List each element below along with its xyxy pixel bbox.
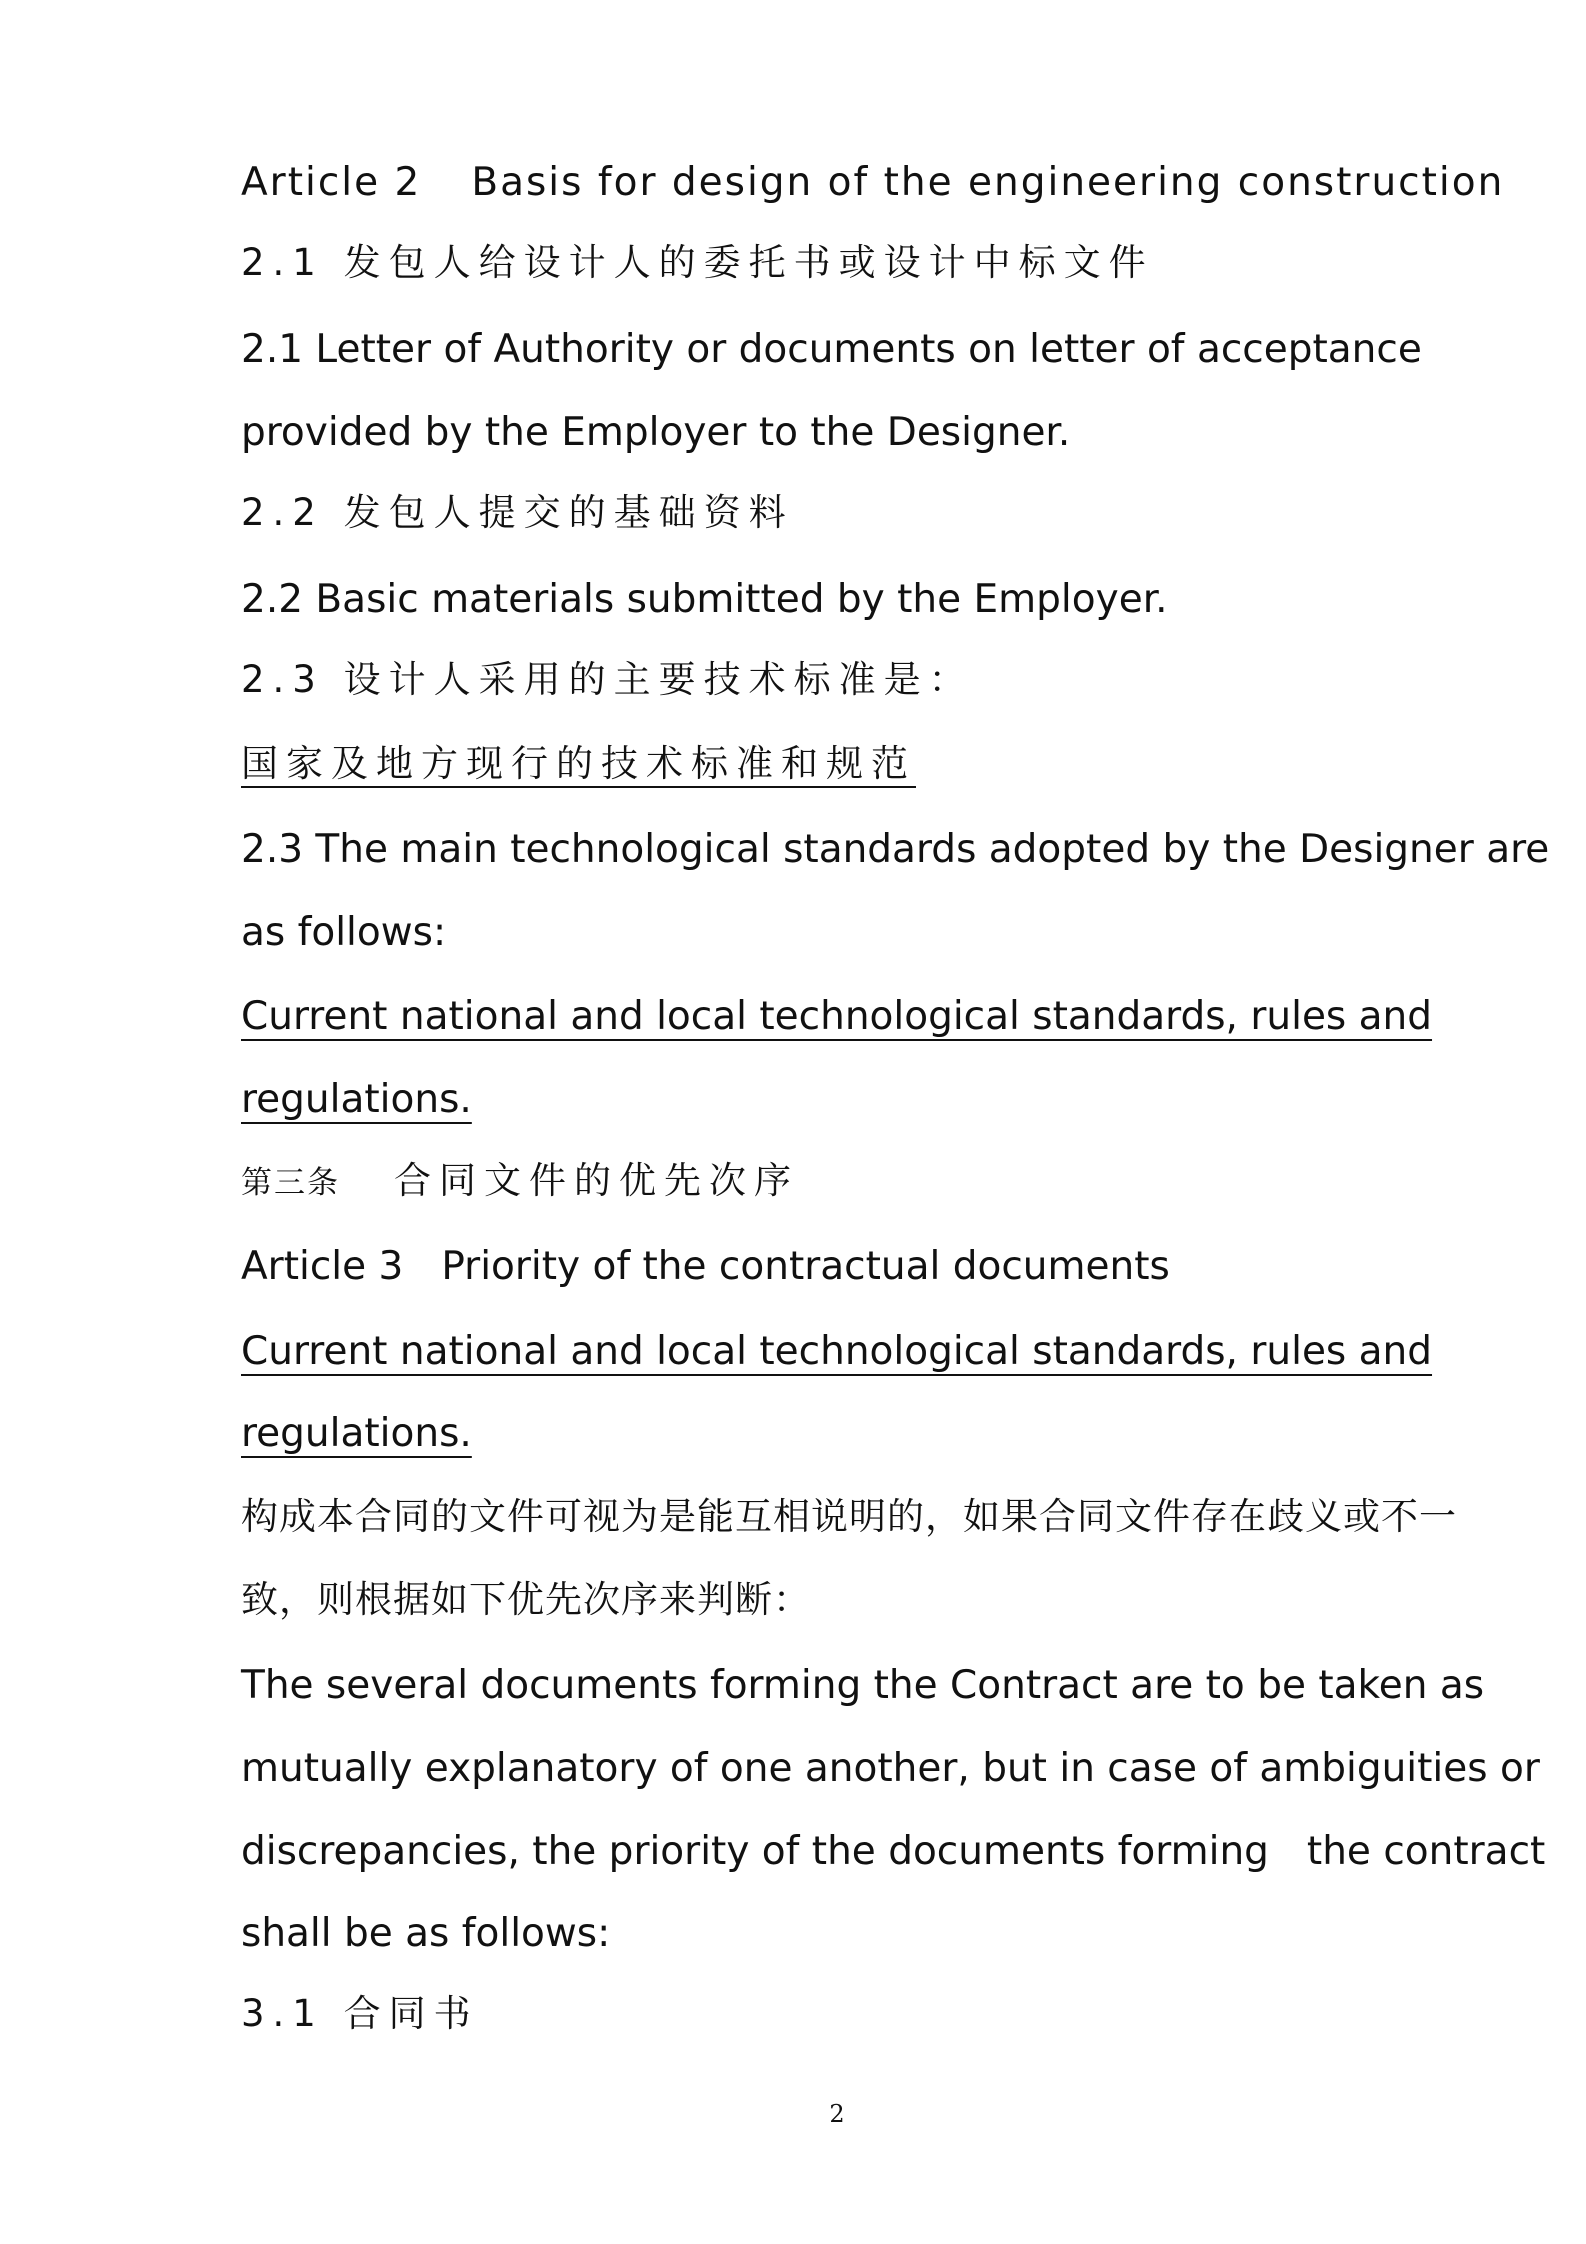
article-2-item-3-en-line-2: as follows: bbox=[241, 910, 447, 955]
article-2-item-1-en-line-2: provided by the Employer to the Designer. bbox=[241, 410, 1071, 455]
article-3-intro-cn-line-1: 构成本合同的文件可视为是能互相说明的，如果合同文件存在歧义或不一 bbox=[241, 1495, 1457, 1538]
article-2-number: Article 2 bbox=[241, 160, 422, 205]
article-2-title: Basis for design of the engineering construction bbox=[471, 160, 1505, 205]
article-2-item-3-en-value-line-1: Current national and local technological standards, rules and bbox=[241, 994, 1433, 1039]
article-3-intro-en-line-3 bbox=[241, 1829, 1546, 1874]
article-2-item-3-cn-value: 国家及地方现行的技术标准和规范 bbox=[241, 742, 916, 785]
article-3-number: Article 3 bbox=[241, 1244, 404, 1289]
article-2-item-3-en-line-1: 2.3 The main technological standards adopted by the Designer are bbox=[241, 827, 1550, 872]
article-3-intro-cn-line-2: 致，则根据如下优先次序来判断： bbox=[241, 1578, 811, 1621]
article-3-title: Priority of the contractual documents bbox=[441, 1244, 1170, 1289]
page-number: 2 bbox=[829, 2100, 845, 2128]
article-3-heading bbox=[241, 1244, 1170, 1289]
article-3-intro-en-line-4: shall be as follows: bbox=[241, 1911, 611, 1956]
article-3-cn-number: 第三条 bbox=[241, 1165, 340, 1201]
article-3-intro-en-line-2: mutually explanatory of one another, but in case of ambiguities or bbox=[241, 1746, 1540, 1791]
article-2-item-3-en-value-line-2: regulations. bbox=[241, 1077, 472, 1122]
article-3-intro-en-line-1: The several documents forming the Contract are to be taken as bbox=[241, 1663, 1485, 1708]
article-3-heading-cn bbox=[241, 1161, 799, 1200]
article-2-item-2-cn: 2.2 发包人提交的基础资料 bbox=[241, 491, 794, 534]
article-2-item-3-cn: 2.3 设计人采用的主要技术标准是： bbox=[241, 658, 974, 701]
article-3-value-line-2: regulations. bbox=[241, 1411, 472, 1456]
article-3-cn-title: 合同文件的优先次序 bbox=[394, 1159, 799, 1202]
article-3-intro-en-line-3-part-a: discrepancies, the priority of the documents forming bbox=[241, 1829, 1269, 1874]
article-3-value-line-1: Current national and local technological standards, rules and bbox=[241, 1329, 1433, 1374]
article-2-item-1-cn: 2.1 发包人给设计人的委托书或设计中标文件 bbox=[241, 241, 1154, 284]
article-2-item-1-en-line-1: 2.1 Letter of Authority or documents on letter of acceptance bbox=[241, 327, 1422, 372]
article-3-item-1-cn: 3.1 合同书 bbox=[241, 1992, 479, 2035]
article-2-item-2-en: 2.2 Basic materials submitted by the Employer. bbox=[241, 577, 1168, 622]
article-2-heading bbox=[241, 160, 1505, 205]
article-3-intro-en-line-3-part-b: the contract bbox=[1306, 1829, 1546, 1874]
